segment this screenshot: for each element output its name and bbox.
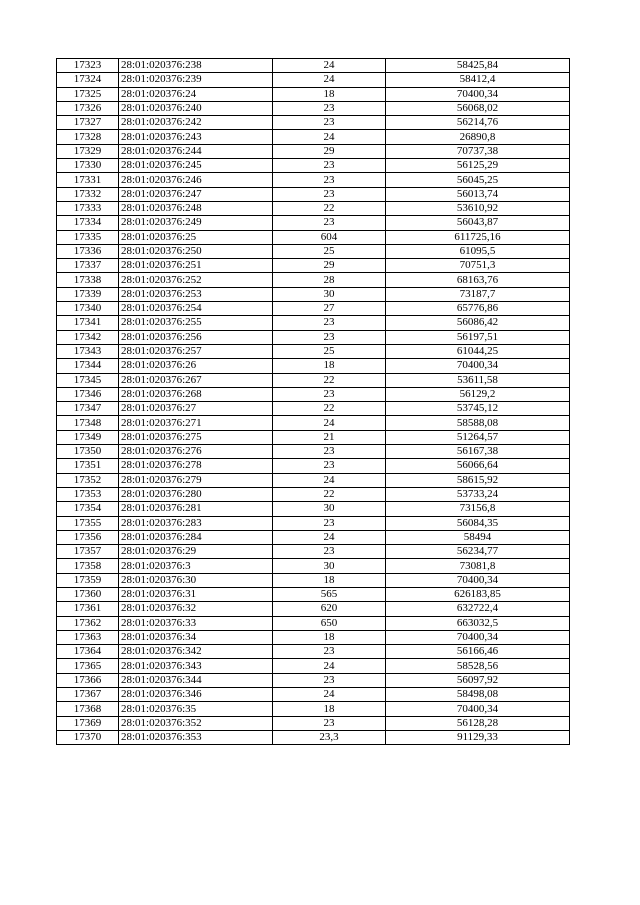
value-cell: 58588,08 [386,416,570,430]
row-number-cell: 17356 [57,530,119,544]
cadastral-number-cell: 28:01:020376:33 [119,616,273,630]
cadastral-number-cell: 28:01:020376:250 [119,244,273,258]
cadastral-number-cell: 28:01:020376:30 [119,573,273,587]
row-number-cell: 17360 [57,587,119,601]
value-cell: 56068,02 [386,101,570,115]
table-row [57,273,570,287]
value-cell: 58498,08 [386,688,570,702]
cadastral-number-cell: 28:01:020376:343 [119,659,273,673]
row-number-cell: 17332 [57,187,119,201]
table-row [57,187,570,201]
value-cell: 70737,38 [386,144,570,158]
row-number-cell: 17354 [57,502,119,516]
value-cell: 70400,34 [386,359,570,373]
row-number-cell: 17326 [57,101,119,115]
table-row [57,502,570,516]
area-cell: 23 [273,116,386,130]
table-row [57,716,570,730]
area-cell: 23 [273,101,386,115]
row-number-cell: 17350 [57,445,119,459]
area-cell: 650 [273,616,386,630]
area-cell: 18 [273,359,386,373]
row-number-cell: 17369 [57,716,119,730]
area-cell: 27 [273,302,386,316]
cadastral-number-cell: 28:01:020376:346 [119,688,273,702]
row-number-cell: 17339 [57,287,119,301]
area-cell: 23 [273,716,386,730]
area-cell: 23 [273,216,386,230]
area-cell: 21 [273,430,386,444]
area-cell: 30 [273,502,386,516]
row-number-cell: 17362 [57,616,119,630]
row-number-cell: 17346 [57,387,119,401]
area-cell: 18 [273,630,386,644]
value-cell: 53610,92 [386,201,570,215]
row-number-cell: 17361 [57,602,119,616]
cadastral-number-cell: 28:01:020376:240 [119,101,273,115]
value-cell: 56084,35 [386,516,570,530]
cadastral-number-cell: 28:01:020376:344 [119,673,273,687]
area-cell: 25 [273,344,386,358]
value-cell: 56013,74 [386,187,570,201]
table-row [57,373,570,387]
value-cell: 56167,38 [386,445,570,459]
row-number-cell: 17337 [57,259,119,273]
value-cell: 26890,8 [386,130,570,144]
cadastral-number-cell: 28:01:020376:3 [119,559,273,573]
value-cell: 58528,56 [386,659,570,673]
value-cell: 70751,3 [386,259,570,273]
table-row [57,259,570,273]
table-row [57,59,570,73]
value-cell: 56043,87 [386,216,570,230]
area-cell: 23 [273,173,386,187]
value-cell: 73081,8 [386,559,570,573]
value-cell: 51264,57 [386,430,570,444]
cadastral-number-cell: 28:01:020376:31 [119,587,273,601]
area-cell: 29 [273,144,386,158]
table-row [57,287,570,301]
value-cell: 58494 [386,530,570,544]
value-cell: 56234,77 [386,545,570,559]
row-number-cell: 17348 [57,416,119,430]
area-cell: 24 [273,473,386,487]
area-cell: 30 [273,287,386,301]
row-number-cell: 17353 [57,487,119,501]
cadastral-number-cell: 28:01:020376:26 [119,359,273,373]
cadastral-number-cell: 28:01:020376:238 [119,59,273,73]
row-number-cell: 17338 [57,273,119,287]
area-cell: 604 [273,230,386,244]
value-cell: 53611,58 [386,373,570,387]
value-cell: 91129,33 [386,730,570,744]
value-cell: 73187,7 [386,287,570,301]
table-row [57,230,570,244]
table-row [57,130,570,144]
area-cell: 18 [273,573,386,587]
row-number-cell: 17331 [57,173,119,187]
area-cell: 23,3 [273,730,386,744]
cadastral-number-cell: 28:01:020376:249 [119,216,273,230]
area-cell: 24 [273,130,386,144]
cadastral-number-cell: 28:01:020376:242 [119,116,273,130]
area-cell: 24 [273,659,386,673]
value-cell: 56128,28 [386,716,570,730]
table-row [57,688,570,702]
value-cell: 56125,29 [386,159,570,173]
table-body [57,59,570,745]
value-cell: 68163,76 [386,273,570,287]
value-cell: 61095,5 [386,244,570,258]
cadastral-number-cell: 28:01:020376:34 [119,630,273,644]
area-cell: 24 [273,73,386,87]
row-number-cell: 17325 [57,87,119,101]
row-number-cell: 17364 [57,645,119,659]
value-cell: 611725,16 [386,230,570,244]
area-cell: 29 [273,259,386,273]
cadastral-number-cell: 28:01:020376:247 [119,187,273,201]
row-number-cell: 17366 [57,673,119,687]
table-row [57,516,570,530]
table-row [57,673,570,687]
value-cell: 70400,34 [386,630,570,644]
table-row [57,416,570,430]
area-cell: 28 [273,273,386,287]
row-number-cell: 17330 [57,159,119,173]
area-cell: 22 [273,402,386,416]
cadastral-number-cell: 28:01:020376:245 [119,159,273,173]
cadastral-number-cell: 28:01:020376:244 [119,144,273,158]
row-number-cell: 17355 [57,516,119,530]
cadastral-number-cell: 28:01:020376:256 [119,330,273,344]
row-number-cell: 17365 [57,659,119,673]
cadastral-number-cell: 28:01:020376:243 [119,130,273,144]
table-row [57,387,570,401]
table-row [57,659,570,673]
table-row [57,473,570,487]
cadastral-number-cell: 28:01:020376:257 [119,344,273,358]
cadastral-number-cell: 28:01:020376:248 [119,201,273,215]
cadastral-number-cell: 28:01:020376:278 [119,459,273,473]
cadastral-number-cell: 28:01:020376:352 [119,716,273,730]
table-row [57,573,570,587]
table-row [57,316,570,330]
value-cell: 53745,12 [386,402,570,416]
area-cell: 24 [273,530,386,544]
value-cell: 56197,51 [386,330,570,344]
cadastral-number-cell: 28:01:020376:246 [119,173,273,187]
area-cell: 22 [273,201,386,215]
cadastral-table [56,58,570,745]
row-number-cell: 17345 [57,373,119,387]
cadastral-number-cell: 28:01:020376:268 [119,387,273,401]
row-number-cell: 17342 [57,330,119,344]
row-number-cell: 17334 [57,216,119,230]
value-cell: 70400,34 [386,702,570,716]
value-cell: 56066,64 [386,459,570,473]
table-row [57,545,570,559]
table-row [57,302,570,316]
cadastral-number-cell: 28:01:020376:27 [119,402,273,416]
value-cell: 65776,86 [386,302,570,316]
area-cell: 24 [273,688,386,702]
value-cell: 663032,5 [386,616,570,630]
cadastral-number-cell: 28:01:020376:255 [119,316,273,330]
table-row [57,244,570,258]
cadastral-number-cell: 28:01:020376:253 [119,287,273,301]
value-cell: 56045,25 [386,173,570,187]
cadastral-number-cell: 28:01:020376:252 [119,273,273,287]
cadastral-number-cell: 28:01:020376:281 [119,502,273,516]
cadastral-number-cell: 28:01:020376:342 [119,645,273,659]
table-row [57,173,570,187]
value-cell: 61044,25 [386,344,570,358]
row-number-cell: 17358 [57,559,119,573]
area-cell: 23 [273,445,386,459]
table-row [57,87,570,101]
row-number-cell: 17359 [57,573,119,587]
cadastral-number-cell: 28:01:020376:283 [119,516,273,530]
area-cell: 23 [273,387,386,401]
table-row [57,430,570,444]
area-cell: 620 [273,602,386,616]
table-row [57,201,570,215]
table-row [57,101,570,115]
area-cell: 22 [273,373,386,387]
area-cell: 23 [273,673,386,687]
row-number-cell: 17340 [57,302,119,316]
table-row [57,459,570,473]
cadastral-number-cell: 28:01:020376:239 [119,73,273,87]
cadastral-number-cell: 28:01:020376:251 [119,259,273,273]
cadastral-number-cell: 28:01:020376:35 [119,702,273,716]
table-row [57,730,570,744]
row-number-cell: 17343 [57,344,119,358]
row-number-cell: 17341 [57,316,119,330]
area-cell: 30 [273,559,386,573]
table-row [57,402,570,416]
table-row [57,116,570,130]
row-number-cell: 17328 [57,130,119,144]
area-cell: 23 [273,645,386,659]
row-number-cell: 17323 [57,59,119,73]
row-number-cell: 17347 [57,402,119,416]
table-row [57,330,570,344]
row-number-cell: 17349 [57,430,119,444]
table-row [57,616,570,630]
value-cell: 70400,34 [386,573,570,587]
table-row [57,630,570,644]
cadastral-number-cell: 28:01:020376:32 [119,602,273,616]
area-cell: 22 [273,487,386,501]
table-row [57,602,570,616]
value-cell: 53733,24 [386,487,570,501]
area-cell: 23 [273,159,386,173]
table-row [57,73,570,87]
area-cell: 23 [273,545,386,559]
area-cell: 23 [273,330,386,344]
table-row [57,587,570,601]
cadastral-number-cell: 28:01:020376:276 [119,445,273,459]
area-cell: 23 [273,459,386,473]
row-number-cell: 17335 [57,230,119,244]
area-cell: 565 [273,587,386,601]
row-number-cell: 17336 [57,244,119,258]
area-cell: 18 [273,87,386,101]
cadastral-number-cell: 28:01:020376:24 [119,87,273,101]
area-cell: 23 [273,187,386,201]
area-cell: 24 [273,416,386,430]
table-row [57,216,570,230]
value-cell: 58425,84 [386,59,570,73]
area-cell: 23 [273,316,386,330]
value-cell: 56097,92 [386,673,570,687]
cadastral-number-cell: 28:01:020376:279 [119,473,273,487]
area-cell: 25 [273,244,386,258]
table-row [57,344,570,358]
row-number-cell: 17352 [57,473,119,487]
cadastral-number-cell: 28:01:020376:280 [119,487,273,501]
row-number-cell: 17357 [57,545,119,559]
value-cell: 58412,4 [386,73,570,87]
row-number-cell: 17367 [57,688,119,702]
row-number-cell: 17351 [57,459,119,473]
table-row [57,702,570,716]
cadastral-number-cell: 28:01:020376:267 [119,373,273,387]
cadastral-number-cell: 28:01:020376:284 [119,530,273,544]
row-number-cell: 17344 [57,359,119,373]
row-number-cell: 17324 [57,73,119,87]
row-number-cell: 17333 [57,201,119,215]
area-cell: 23 [273,516,386,530]
table-row [57,159,570,173]
table-row [57,144,570,158]
value-cell: 56166,46 [386,645,570,659]
row-number-cell: 17329 [57,144,119,158]
value-cell: 632722,4 [386,602,570,616]
row-number-cell: 17370 [57,730,119,744]
value-cell: 56129,2 [386,387,570,401]
table-row [57,445,570,459]
cadastral-number-cell: 28:01:020376:29 [119,545,273,559]
row-number-cell: 17368 [57,702,119,716]
table-row [57,530,570,544]
cadastral-number-cell: 28:01:020376:271 [119,416,273,430]
cadastral-number-cell: 28:01:020376:25 [119,230,273,244]
table-row [57,645,570,659]
cadastral-number-cell: 28:01:020376:353 [119,730,273,744]
value-cell: 626183,85 [386,587,570,601]
table-row [57,559,570,573]
area-cell: 24 [273,59,386,73]
table-row [57,359,570,373]
value-cell: 56086,42 [386,316,570,330]
value-cell: 73156,8 [386,502,570,516]
row-number-cell: 17327 [57,116,119,130]
value-cell: 70400,34 [386,87,570,101]
table-row [57,487,570,501]
value-cell: 56214,76 [386,116,570,130]
row-number-cell: 17363 [57,630,119,644]
cadastral-number-cell: 28:01:020376:275 [119,430,273,444]
area-cell: 18 [273,702,386,716]
cadastral-number-cell: 28:01:020376:254 [119,302,273,316]
value-cell: 58615,92 [386,473,570,487]
